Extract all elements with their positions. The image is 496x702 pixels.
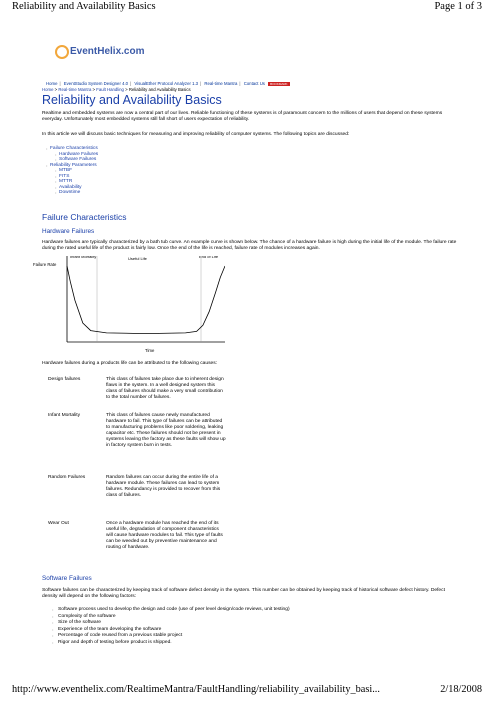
- print-page-number: Page 1 of 3: [434, 1, 482, 12]
- intro-paragraph-1: Realtime and embedded systems are now a central part of our lives. Reliable functioning of these systems is of paramount concern to the millions of users that depend on these systems everyday. Unfortunately most embedded systems still fall short of users expectation of reliability.: [42, 111, 443, 123]
- toc-downtime[interactable]: • Downtime: [55, 190, 81, 195]
- toc-mtbf[interactable]: • MTBF: [55, 168, 73, 173]
- toc-fits[interactable]: • FITS: [55, 173, 70, 179]
- bathtub-curve-chart: [33, 256, 225, 356]
- logo-text: EventHelix.com: [70, 46, 145, 57]
- hardware-failures-heading: Hardware Failures: [42, 228, 95, 235]
- footer-url: http://www.eventhelix.com/RealtimeMantra/FaultHandling/reliability_availability_basi...: [12, 684, 380, 695]
- hardware-failures-paragraph: Hardware failures are typically characterized by a bath tub curve. An example curve is shown below. The chance of a hardware failure is high during the initial life of the module. The failure rate during the rated useful life of the product is fairly low. Once the end of the life is reached, failure rate of modules increases again.: [42, 240, 457, 252]
- eventhelix-logo-icon: [55, 45, 69, 59]
- cause-name: Wear Out: [48, 521, 69, 526]
- nav-visualether[interactable]: VisualEther Protocol Analyzer 1.3: [134, 81, 199, 86]
- breadcrumb: Home > Real-time Mantra > Fault Handling > Reliability and Availability Basics: [42, 87, 191, 92]
- list-item: • Experience of the team developing the software: [52, 626, 162, 632]
- nav-eventstudio[interactable]: EventStudio System Designer 4.0: [63, 81, 129, 86]
- toc-reliability-parameters[interactable]: • Reliability Parameters: [46, 162, 97, 168]
- breadcrumb-home[interactable]: Home: [42, 87, 54, 92]
- region-label-useful: Useful Life: [128, 256, 147, 261]
- footer-date: 2/18/2008: [440, 684, 482, 695]
- top-navigation: Home | EventStudio System Designer 4.0 | VisualEther Protocol Analyzer 1.3 | Real-time Mantra | Contact Us BOOKMARK: [46, 81, 288, 86]
- toc-availability[interactable]: • Availability: [55, 184, 82, 190]
- bookmark-button[interactable]: BOOKMARK: [270, 81, 288, 86]
- section-failure-characteristics-heading: Failure Characteristics: [42, 212, 127, 222]
- cause-description: This class of failures take place due to inherent design flaws in the system. In a well designed system this class of failures should make a very small contribution to the total number of failures.: [106, 377, 224, 400]
- list-item: • Percentage of code reused from a previous stable project: [52, 633, 183, 639]
- region-label-infant: Infant Mortality: [70, 256, 97, 259]
- region-label-end: End of Life: [199, 256, 219, 259]
- nav-home[interactable]: Home: [46, 81, 58, 86]
- breadcrumb-fault-handling[interactable]: Fault Handling: [96, 87, 124, 92]
- y-axis-label: Failure Rate: [33, 262, 57, 267]
- cause-name: Design failures: [48, 377, 81, 382]
- toc-hardware-failures[interactable]: • Hardware Failures: [55, 151, 99, 157]
- breadcrumb-realtime-mantra[interactable]: Real-time Mantra: [58, 87, 92, 92]
- list-item: • Size of the software: [52, 620, 101, 626]
- list-item: • Rigor and depth of testing before product is shipped.: [52, 639, 172, 645]
- toc-software-failures[interactable]: • Software Failures: [55, 157, 97, 162]
- list-item: • Complexity of the software: [52, 613, 116, 619]
- cause-name: Random Failures: [48, 475, 86, 480]
- nav-contact-us[interactable]: Contact Us: [243, 81, 265, 86]
- defect-density-factors-list: [52, 607, 458, 647]
- cause-description: Once a hardware module has reached the end of its useful life, degradation of component characteristics will cause hardware modules to fail. This type of faults can be weeded out by preventive maintenance and routing of hardware.: [106, 521, 223, 550]
- breadcrumb-current: Reliability and Availability Basics: [128, 87, 191, 92]
- toc-failure-characteristics[interactable]: • Failure Characteristics: [46, 146, 98, 151]
- cause-description: This class of failures cause newly manufactured hardware to fail. This type of failures can be attributed to manufacturing problems like poor soldering, leaking capacitor etc. These failures should not be present in systems leaving the factory as these faults will show up in factory system burn in tests.: [106, 413, 226, 448]
- print-header-title: Reliability and Availability Basics: [12, 1, 156, 12]
- site-logo[interactable]: [55, 45, 145, 61]
- hardware-causes-intro: Hardware failures during a products life can be attributed to the following causes:: [42, 361, 218, 366]
- toc-mttr[interactable]: • MTTR: [55, 179, 73, 184]
- table-of-contents: [46, 146, 250, 196]
- cause-name: Infant Mortality: [48, 413, 81, 418]
- bathtub-curve-line: [67, 266, 225, 334]
- software-failures-heading: Software Failures: [42, 575, 92, 582]
- page-title: Reliability and Availability Basics: [42, 93, 222, 107]
- intro-paragraph-2: In this article we will discuss basic techniques for measuring and improving reliability of computer systems. The following topics are discussed:: [42, 132, 350, 137]
- cause-description: Random failures can occur during the entire life of a hardware module. These failures can lead to system failures. Redundancy is provided to recover from this class of failures.: [106, 475, 221, 498]
- list-item: • Software process used to develop the design and code (use of peer level design/code reviews, unit testing): [52, 607, 290, 612]
- software-failures-paragraph: Software failures can be characterized by keeping track of software defect density in the system. This number can be obtained by keeping track of historical software defect history. Defect density will depend on the following factors:: [42, 588, 445, 600]
- nav-realtime-mantra[interactable]: Real-time Mantra: [204, 81, 238, 86]
- x-axis-label: Time: [145, 348, 155, 353]
